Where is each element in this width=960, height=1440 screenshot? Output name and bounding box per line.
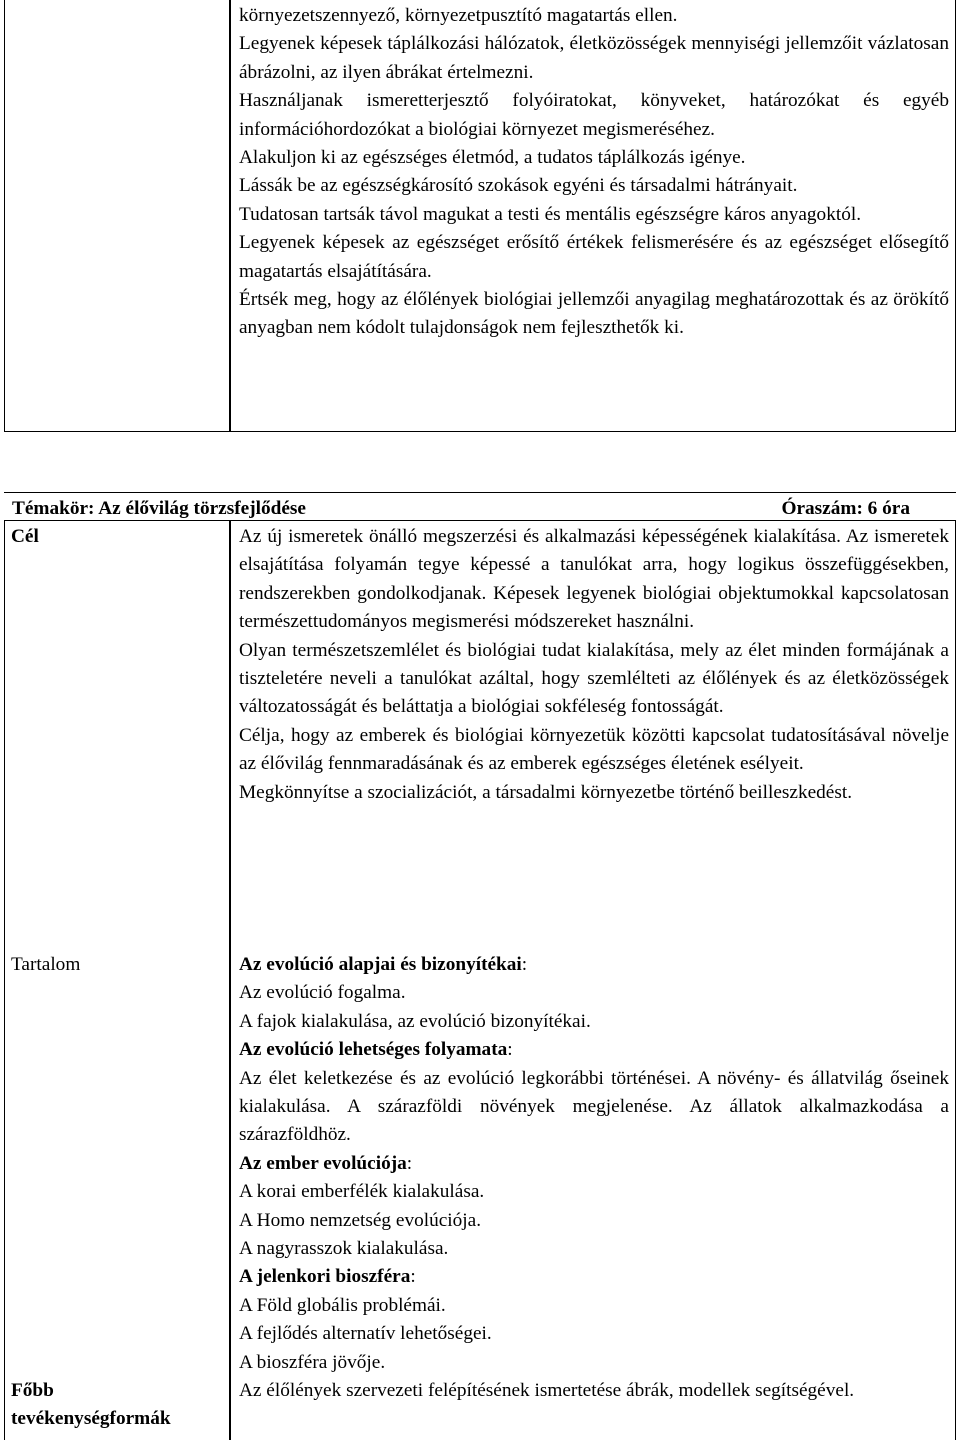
- column-divider: [229, 521, 231, 1440]
- top-line: Legyenek képesek táplálkozási hálózatok, életközösségek mennyiségi jellemzőit vázlatosan ábrázolni, az ilyen ábrákat értelmezni.: [239, 33, 949, 83]
- top-line: Alakuljon ki az egészséges életmód, a tudatos táplálkozás igénye.: [239, 147, 746, 169]
- theme-header: [4, 492, 956, 522]
- top-right-cell: [239, 2, 949, 343]
- top-table: [4, 0, 956, 432]
- theme-title: Témakör: Az élővilág törzsfejlődése: [12, 498, 306, 519]
- activities-label-line: Főbb: [11, 1380, 54, 1401]
- top-line: Tudatosan tartsák távol magukat a testi és mentális egészségre káros anyagoktól.: [239, 203, 862, 225]
- content-body: Az evolúció alapjai és bizonyítékai: Az evolúció fogalma. A fajok kialakulása, az evolúció bizonyítékai. Az evolúció lehetséges folyamata: Az élet keletkezése és az evolúció legkorábbi történései. A növény- és állatvilág őseinek kialakulása. A szárazföldi növények megjelenése. Az állatok alkalmazkodása a szárazföldhöz. Az ember evolúciója: A korai emberfélék kialakulása. A Homo nemzetség evolúciója. A nagyrasszok kialakulása. A jelenkori bioszféra: A Föld globális problémái. A fejlődés alternatív lehetőségei. A bioszféra jövője.: [239, 951, 949, 1377]
- content-item: Az evolúció fogalma.: [239, 982, 406, 1004]
- activities-content: [239, 1377, 949, 1405]
- top-line: Értsék meg, hogy az élőlények biológiai jellemzői anyagilag meghatározottak és az örökítő anyagban nem kódolt tulajdonságok nem fejleszthetők ki.: [239, 289, 949, 339]
- section-heading: Az ember evolúciója: [239, 1152, 407, 1174]
- top-line: Legyenek képesek az egészséget erősítő értékek felismerésére és az egészséget elősegítő magatartás elsajátítására.: [239, 232, 949, 282]
- content-item: A Föld globális problémái.: [239, 1294, 446, 1316]
- section-heading: Az evolúció lehetséges folyamata: [239, 1039, 508, 1061]
- goal-label: Cél: [11, 526, 39, 547]
- content-label: Tartalom: [11, 954, 81, 975]
- hours-label: Óraszám: 6 óra: [781, 498, 910, 519]
- content-item: A nagyrasszok kialakulása.: [239, 1238, 449, 1260]
- top-line: Használjanak ismeretterjesztő folyóiratokat, könyveket, határozókat és egyéb információhordozókat a biológiai környezet megismeréséhez.: [239, 90, 949, 140]
- content-item: A fejlődés alternatív lehetőségei.: [239, 1323, 492, 1345]
- section-heading: A jelenkori bioszféra: [239, 1266, 411, 1288]
- activities-label-line: tevékenységformák: [11, 1408, 171, 1430]
- column-divider: [229, 0, 231, 431]
- goal-paragraph: Megkönnyítse a szocializációt, a társadalmi környezetbe történő beilleszkedést.: [239, 781, 853, 803]
- goal-content: [239, 523, 949, 807]
- goal-paragraph: Célja, hogy az emberek és biológiai környezetük közötti kapcsolat tudatosításával növelje az élővilág fennmaradásának és az emberek egészséges életének esélyeit.: [239, 724, 949, 775]
- activities-text: Az élőlények szervezeti felépítésének ismertetése ábrák, modellek segítségével.: [239, 1380, 855, 1401]
- activities-label: [11, 1377, 225, 1434]
- content-item: Az élet keletkezése és az evolúció legkorábbi történései. A növény- és állatvilág őseinek kialakulása. A szárazföldi növények megjelenése. Az állatok alkalmazkodása a szárazföldhöz.: [239, 1067, 949, 1146]
- content-item: A Homo nemzetség evolúciója.: [239, 1209, 482, 1231]
- section-heading: Az evolúció alapjai és bizonyítékai: [239, 954, 522, 975]
- content-item: A bioszféra jövője.: [239, 1351, 386, 1373]
- content-item: A fajok kialakulása, az evolúció bizonyítékai.: [239, 1010, 591, 1032]
- content-item: A korai emberfélék kialakulása.: [239, 1181, 485, 1203]
- main-table: [4, 520, 956, 1440]
- top-line: környezetszennyező, környezetpusztító magatartás ellen.: [239, 5, 678, 26]
- top-line: Lássák be az egészségkárosító szokások egyéni és társadalmi hátrányait.: [239, 175, 798, 197]
- goal-paragraph: Az új ismeretek önálló megszerzési és alkalmazási képességének kialakítása. Az ismeretek elsajátítása folyamán tegye képessé a tanulókat arra, hogy logikus összefüggésekben, rendszerekben gondolkodjanak. Képesek legyenek biológiai objektumokkal kapcsolatosan természettudományos megismerési módszereket használni.: [239, 526, 949, 633]
- goal-paragraph: Olyan természetszemlélet és biológiai tudat kialakítása, mely az élet minden formájának a tiszteletére neveli a tanulókat azáltal, hogy szemlélteti az élőlények és az életközösségek változatosságát és beláttatja a biológiai sokféleség fontosságát.: [239, 639, 949, 718]
